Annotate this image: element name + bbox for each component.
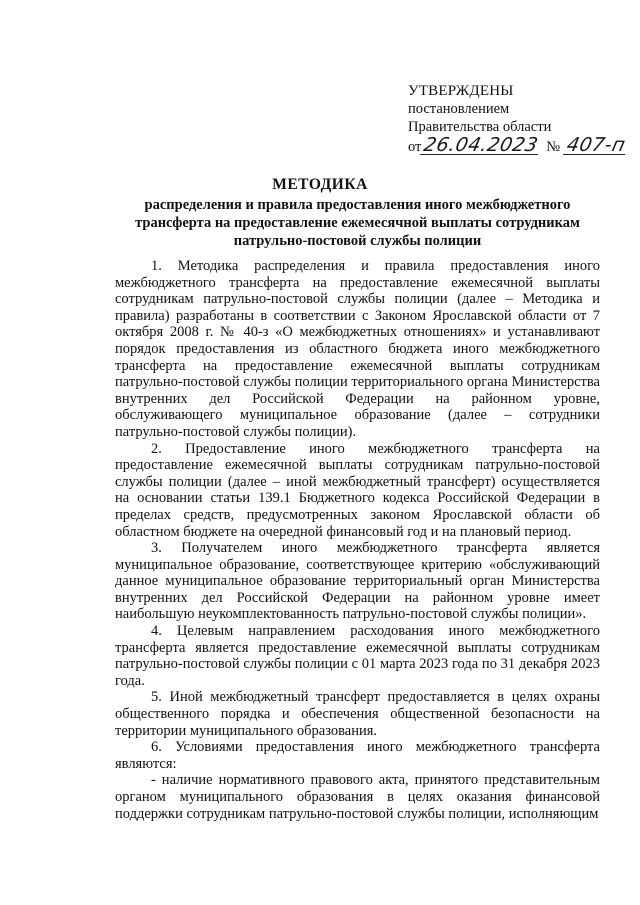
document-body [115, 258, 600, 822]
paragraph-1: 1. Методика распределения и правила предоставления иного межбюджетного трансферта на предоставление ежемесячной выплаты сотрудникам патрульно-постовой службы полиции (далее – Методика и правила) разработаны в соответствии с Законом Ярославской области от 7 октября 2008 г. № 40-з «О межбюджетных отношениях» и устанавливают порядок предоставления из областного бюджета иного межбюджетного трансферта на предоставление ежемесячной выплаты сотрудникам патрульно-постовой службы полиции территориального органа Министерства внутренних дел Российской Федерации на районном уровне, обслуживающего муниципальное образование (далее – сотрудники патрульно-постовой службы полиции). [115, 258, 600, 440]
paragraph-3: 3. Получателем иного межбюджетного трансферта является муниципальное образование, соответствующее критерию «обслуживающий данное муниципальное образование территориальный орган Министерства внутренних дел Российской Федерации на районном уровне имеет наибольшую неукомплектованность патрульно-постовой службы полиции». [115, 540, 600, 623]
paragraph-6: 6. Условиями предоставления иного межбюджетного трансферта являются: [115, 739, 600, 772]
approval-heading: УТВЕРЖДЕНЫ [408, 83, 514, 99]
number-sign: № [546, 139, 561, 155]
document-subtitle: распределения и правила предоставления иного межбюджетного трансферта на предоставление ежемесячной выплаты сотрудникам патрульно-постовой службы полиции [135, 197, 580, 249]
document-title: МЕТОДИКА [272, 176, 368, 193]
paragraph-4: 4. Целевым направлением расходования иного межбюджетного трансферта является предоставление ежемесячной выплаты сотрудникам патрульно-постовой службы полиции с 01 марта 2023 года по 31 декабря 2023 года. [115, 623, 600, 689]
paragraph-2: 2. Предоставление иного межбюджетного трансферта на предоставление ежемесячной выплаты сотрудникам патрульно-постовой службы полиции (далее – иной межбюджетный трансферт) осуществляется на основании статьи 139.1 Бюджетного кодекса Российской Федерации в пределах средств, предусмотренных законом Ярославской области об областном бюджете на очередной финансовый год и на плановый период. [115, 440, 600, 540]
approval-line-1: постановлением [408, 101, 510, 117]
handwritten-number: 407-п [564, 134, 628, 156]
date-prefix: от [408, 139, 422, 155]
approval-date-line [408, 136, 627, 156]
approval-stamp [408, 82, 627, 156]
approval-line-2: Правительства области [408, 119, 552, 135]
handwritten-date: 26.04.2023 [422, 134, 541, 156]
paragraph-5: 5. Иной межбюджетный трансферт предоставляется в целях охраны общественного порядка и обеспечения общественной безопасности на территории муниципального образования. [115, 689, 600, 739]
paragraph-6-item-1: - наличие нормативного правового акта, принятого представительным органом муниципального образования в целях оказания финансовой поддержки сотрудникам патрульно-постовой службы полиции, исполняющим [115, 772, 600, 822]
